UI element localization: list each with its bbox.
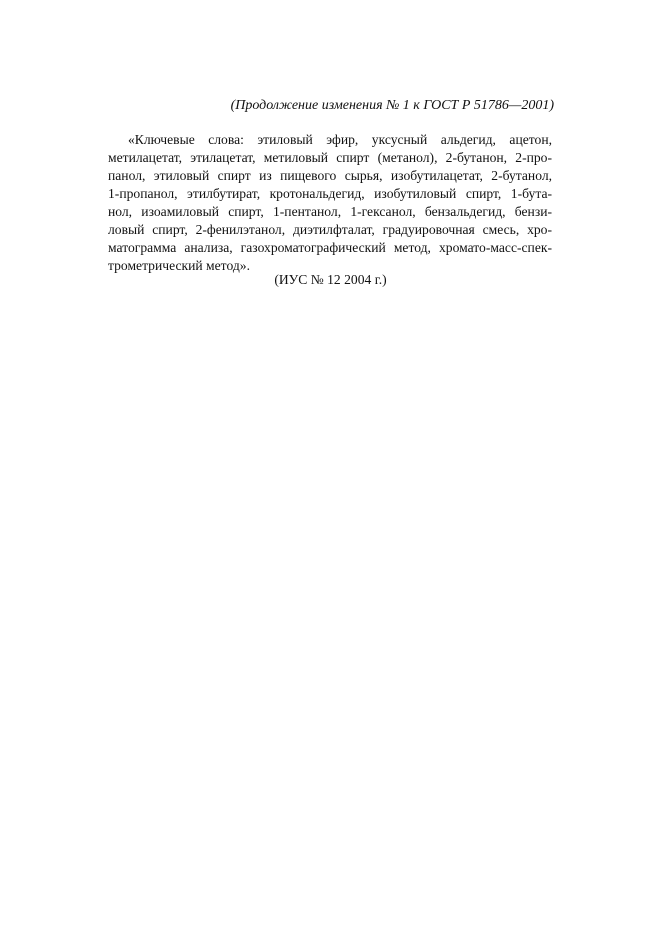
paragraph-line: матограмма анализа, газохроматографический метод, хромато-масс-спек- <box>108 240 552 255</box>
paragraph-line: ловый спирт, 2-фенилэтанол, диэтилфталат, градуировочная смесь, хро- <box>108 222 552 237</box>
continuation-header: (Продолжение изменения № 1 к ГОСТ Р 51786—2001) <box>230 98 554 113</box>
paragraph-line: метилацетат, этилацетат, метиловый спирт (метанол), 2-бутанон, 2-про- <box>108 150 552 165</box>
keywords-paragraph <box>108 131 552 275</box>
paragraph-line: 1-пропанол, этилбутират, кротональдегид, изобутиловый спирт, 1-бута- <box>108 186 552 201</box>
publication-issue: (ИУС № 12 2004 г.) <box>274 272 387 287</box>
paragraph-line: панол, этиловый спирт из пищевого сырья, изобутилацетат, 2-бутанол, <box>108 168 552 183</box>
paragraph-line: нол, изоамиловый спирт, 1-пентанол, 1-гексанол, бензальдегид, бензи- <box>108 204 552 219</box>
paragraph-line: трометрический метод». <box>108 258 250 273</box>
paragraph-line: «Ключевые слова: этиловый эфир, уксусный альдегид, ацетон, <box>128 132 552 147</box>
